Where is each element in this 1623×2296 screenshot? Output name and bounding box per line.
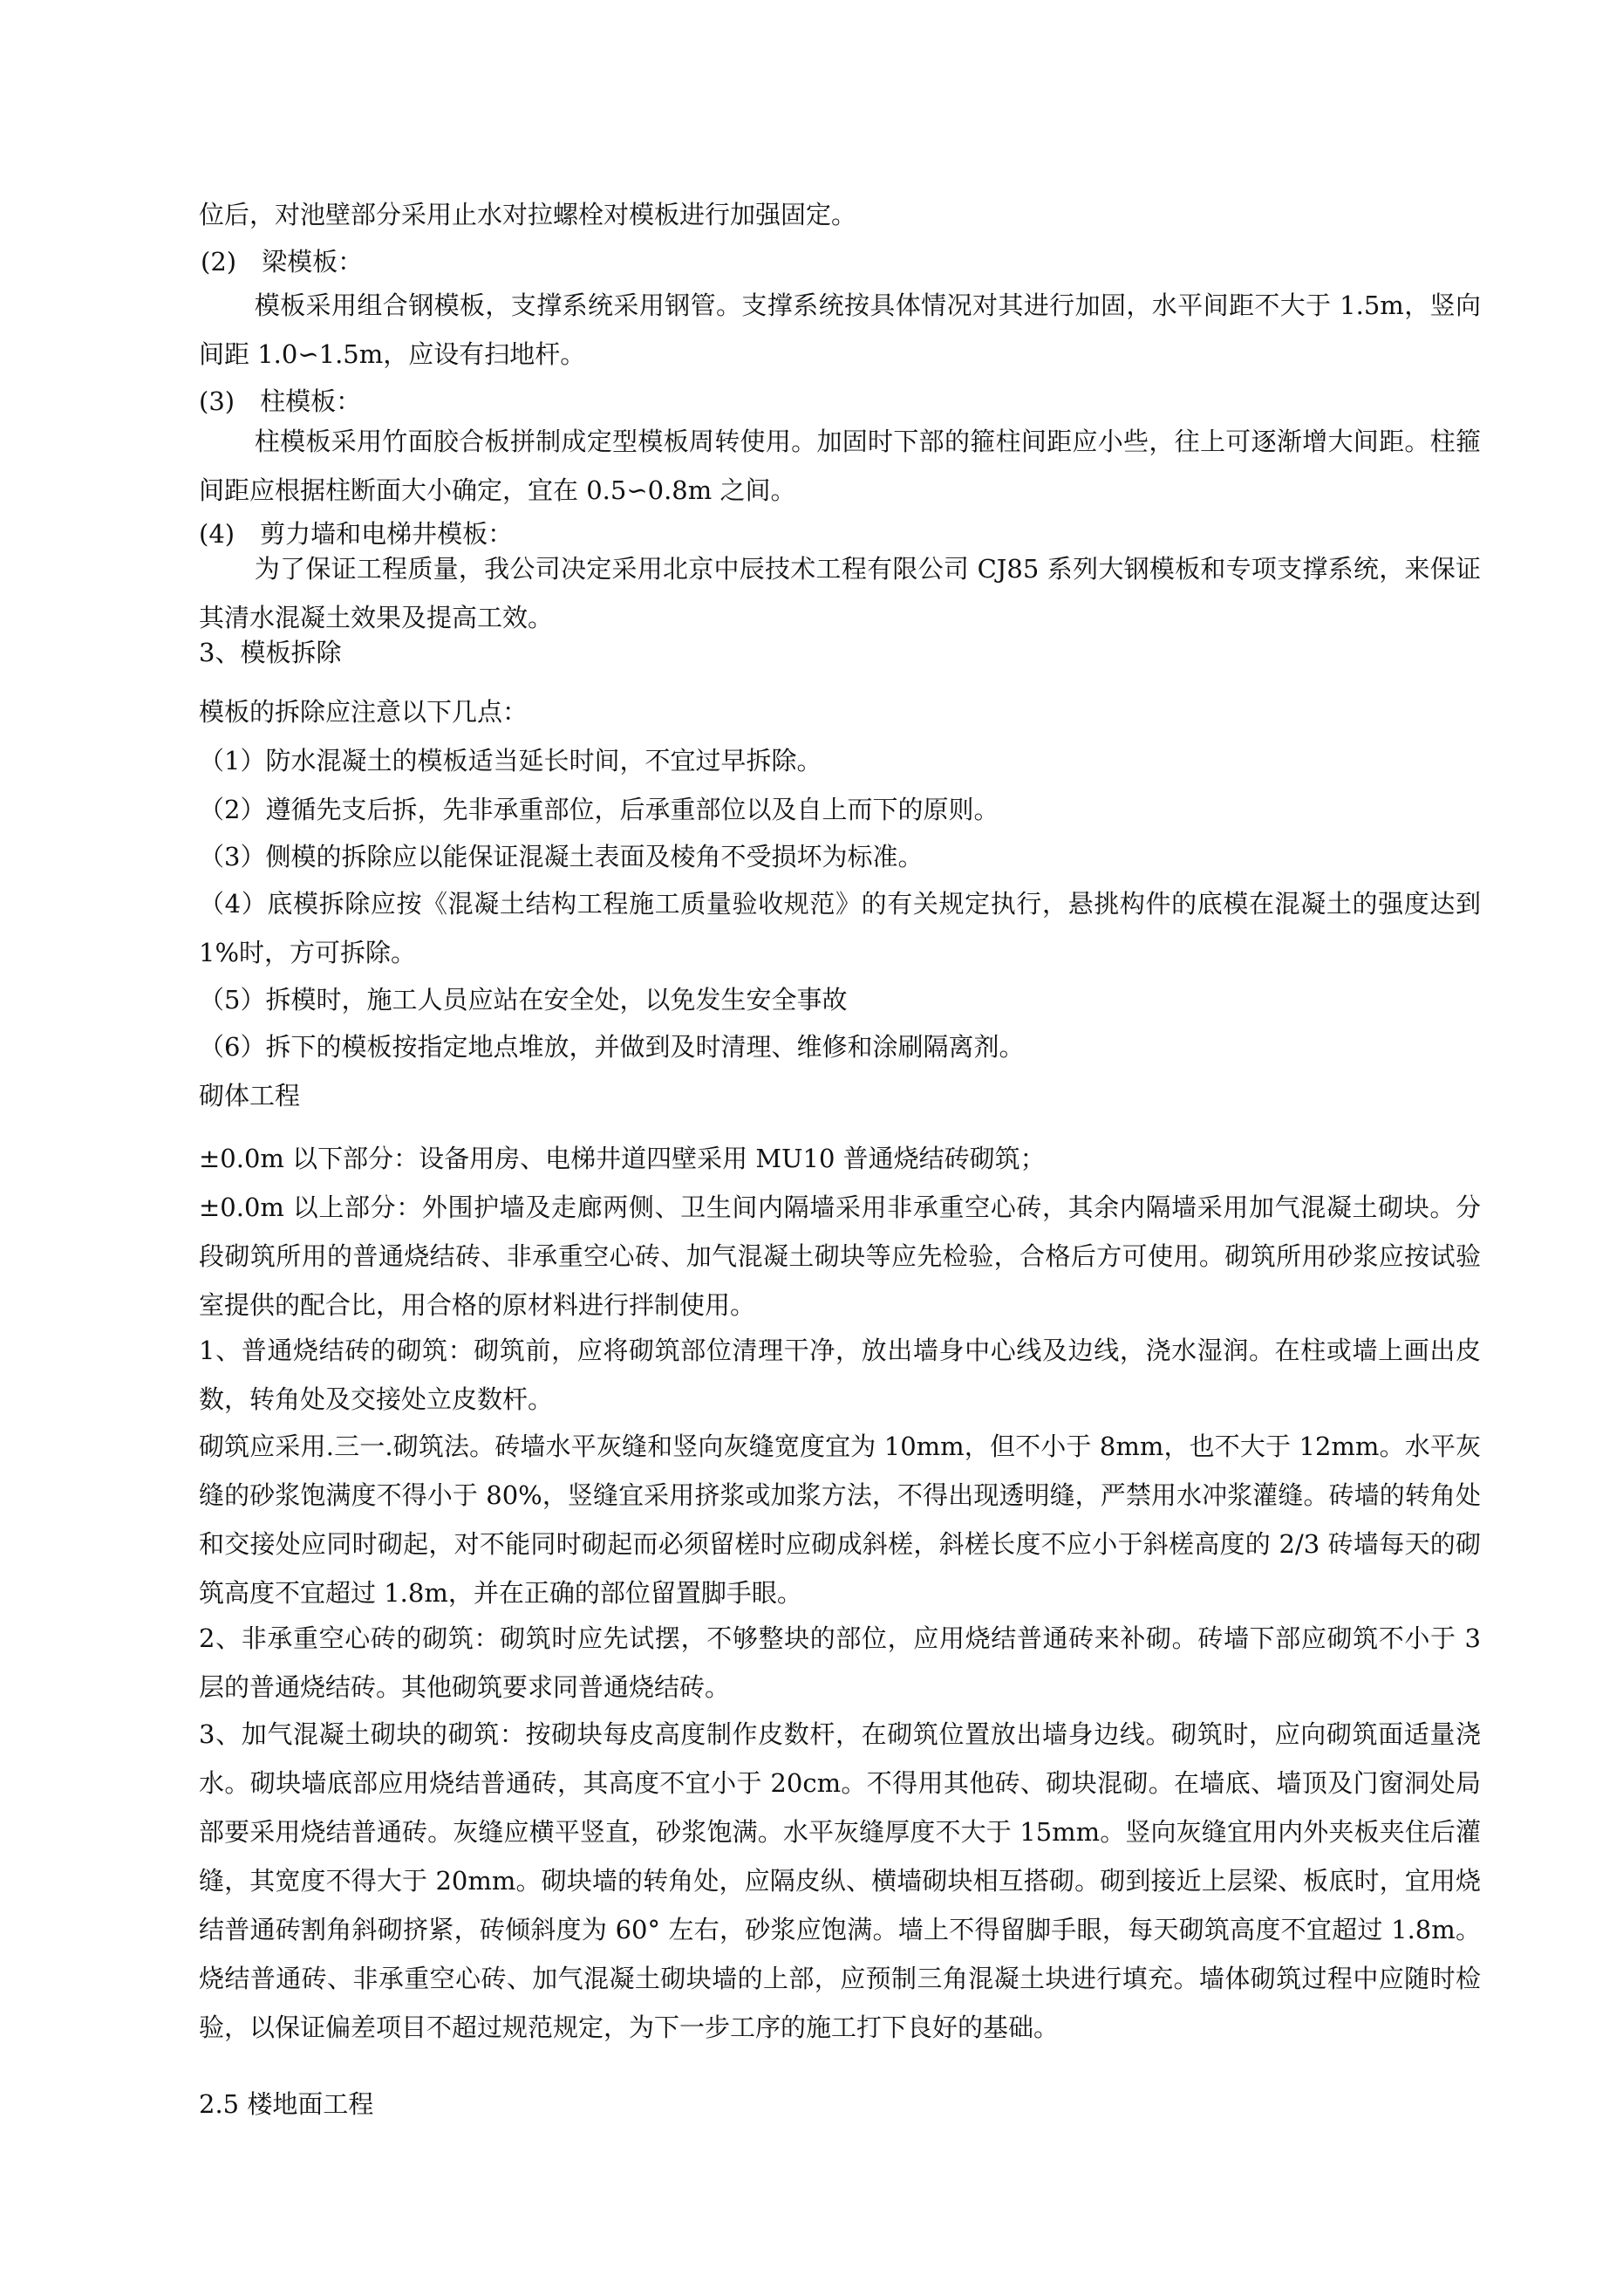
paragraph-removal-intro: 模板的拆除应注意以下几点： [199,697,528,727]
heading-beam-formwork: (2) 梁模板： [201,247,364,277]
paragraph-hollow-brick: 2、非承重空心砖的砌筑：砌筑时应先试摆，不够整块的部位，应用烧结普通砖来补砌。砖墙下部应砌筑不小于 3 层的普通烧结砖。其他砌筑要求同普通烧结砖。 [199,1623,1481,1702]
removal-item-4: （4）底模拆除应按《混凝土结构工程施工质量验收规范》的有关规定执行，悬挑构件的底模在混凝土的强度达到 1%时，方可拆除。 [199,889,1481,967]
heading-column-formwork: (3) 柱模板： [199,386,362,416]
paragraph-below-zero: ±0.0m 以下部分：设备用房、电梯井道四壁采用 MU10 普通烧结砖砌筑； [199,1144,1046,1173]
removal-item-2: （2）遵循先支后拆，先非承重部位，后承重部位以及自上而下的原则。 [199,795,999,824]
removal-item-6: （6）拆下的模板按指定地点堆放，并做到及时清理、维修和涂刷隔离剂。 [199,1032,1025,1062]
paragraph-shear-wall-formwork: 为了保证工程质量，我公司决定采用北京中辰技术工程有限公司 CJ85 系列大钢模板和专项支撑系统，来保证其清水混凝土效果及提高工效。 [199,554,1481,632]
paragraph-beam-formwork: 模板采用组合钢模板，支撑系统采用钢管。支撑系统按具体情况对其进行加固，水平间距不大于 1.5m，竖向间距 1.0∽1.5m，应设有扫地杆。 [199,290,1481,369]
removal-item-1: （1）防水混凝土的模板适当延长时间，不宜过早拆除。 [199,746,822,776]
heading-shear-wall-formwork: (4) 剪力墙和电梯井模板： [199,519,514,549]
removal-item-3: （3）侧模的拆除应以能保证混凝土表面及棱角不受损坏为标准。 [199,842,924,871]
removal-item-5: （5）拆模时，施工人员应站在安全处，以免发生安全事故 [199,985,848,1015]
paragraph-above-zero: ±0.0m 以上部分：外围护墙及走廊两侧、卫生间内隔墙采用非承重空心砖，其余内隔墙采用加气混凝土砌块。分段砌筑所用的普通烧结砖、非承重空心砖、加气混凝土砌块等应先检验，合格后方可使用。砌筑所用砂浆应按试验室提供的配合比，用合格的原材料进行拌制使用。 [199,1192,1481,1320]
paragraph-column-formwork: 柱模板采用竹面胶合板拼制成定型模板周转使用。加固时下部的箍柱间距应小些，往上可逐渐增大间距。柱箍间距应根据柱断面大小确定，宜在 0.5∽0.8m 之间。 [199,427,1481,505]
paragraph-1: 位后，对池壁部分采用止水对拉螺栓对模板进行加强固定。 [199,200,857,229]
paragraph-brick-masonry: 1、普通烧结砖的砌筑：砌筑前，应将砌筑部位清理干净，放出墙身中心线及边线，浇水湿润。在柱或墙上画出皮数，转角处及交接处立皮数杆。 [199,1336,1481,1414]
heading-formwork-removal: 3、模板拆除 [199,638,342,667]
heading-masonry: 砌体工程 [199,1081,301,1110]
paragraph-aerated-block: 3、加气混凝土砌块的砌筑：按砌块每皮高度制作皮数杆，在砌筑位置放出墙身边线。砌筑时，应向砌筑面适量浇水。砌块墙底部应用烧结普通砖，其高度不宜小于 20cm。不得用其他砖、砌块混砌。在墙底、墙顶及门窗洞处局部要采用烧结普通砖。灰缝应横平竖直，砂浆饱满。水平灰缝厚度不大于 15mm。竖向灰缝宜用内外夹板夹住后灌缝，其宽度不得大于 20mm。砌块墙的转角处，应隔皮纵、横墙砌块相互搭砌。砌到接近上层梁、板底时，宜用烧结普通砖割角斜砌挤紧，砖倾斜度为 60° 左右，砂浆应饱满。墙上不得留脚手眼，每天砌筑高度不宜超过 1.8m。烧结普通砖、非承重空心砖、加气混凝土砌块墙的上部，应预制三角混凝土块进行填充。墙体砌筑过程中应随时检验，以保证偏差项目不超过规范规定，为下一步工序的施工打下良好的基础。 [199,1719,1481,2042]
heading-floor-works: 2.5 楼地面工程 [199,2089,374,2119]
paragraph-masonry-method: 砌筑应采用.三一.砌筑法。砖墙水平灰缝和竖向灰缝宽度宜为 10mm，但不小于 8mm，也不大于 12mm。水平灰缝的砂浆饱满度不得小于 80%，竖缝宜采用挤浆或加浆方法，不得出现透明缝，严禁用水冲浆灌缝。砖墙的转角处和交接处应同时砌起，对不能同时砌起而必须留槎时应砌成斜槎，斜槎长度不应小于斜槎高度的 2/3 砖墙每天的砌筑高度不宜超过 1.8m，并在正确的部位留置脚手眼。 [199,1432,1481,1608]
